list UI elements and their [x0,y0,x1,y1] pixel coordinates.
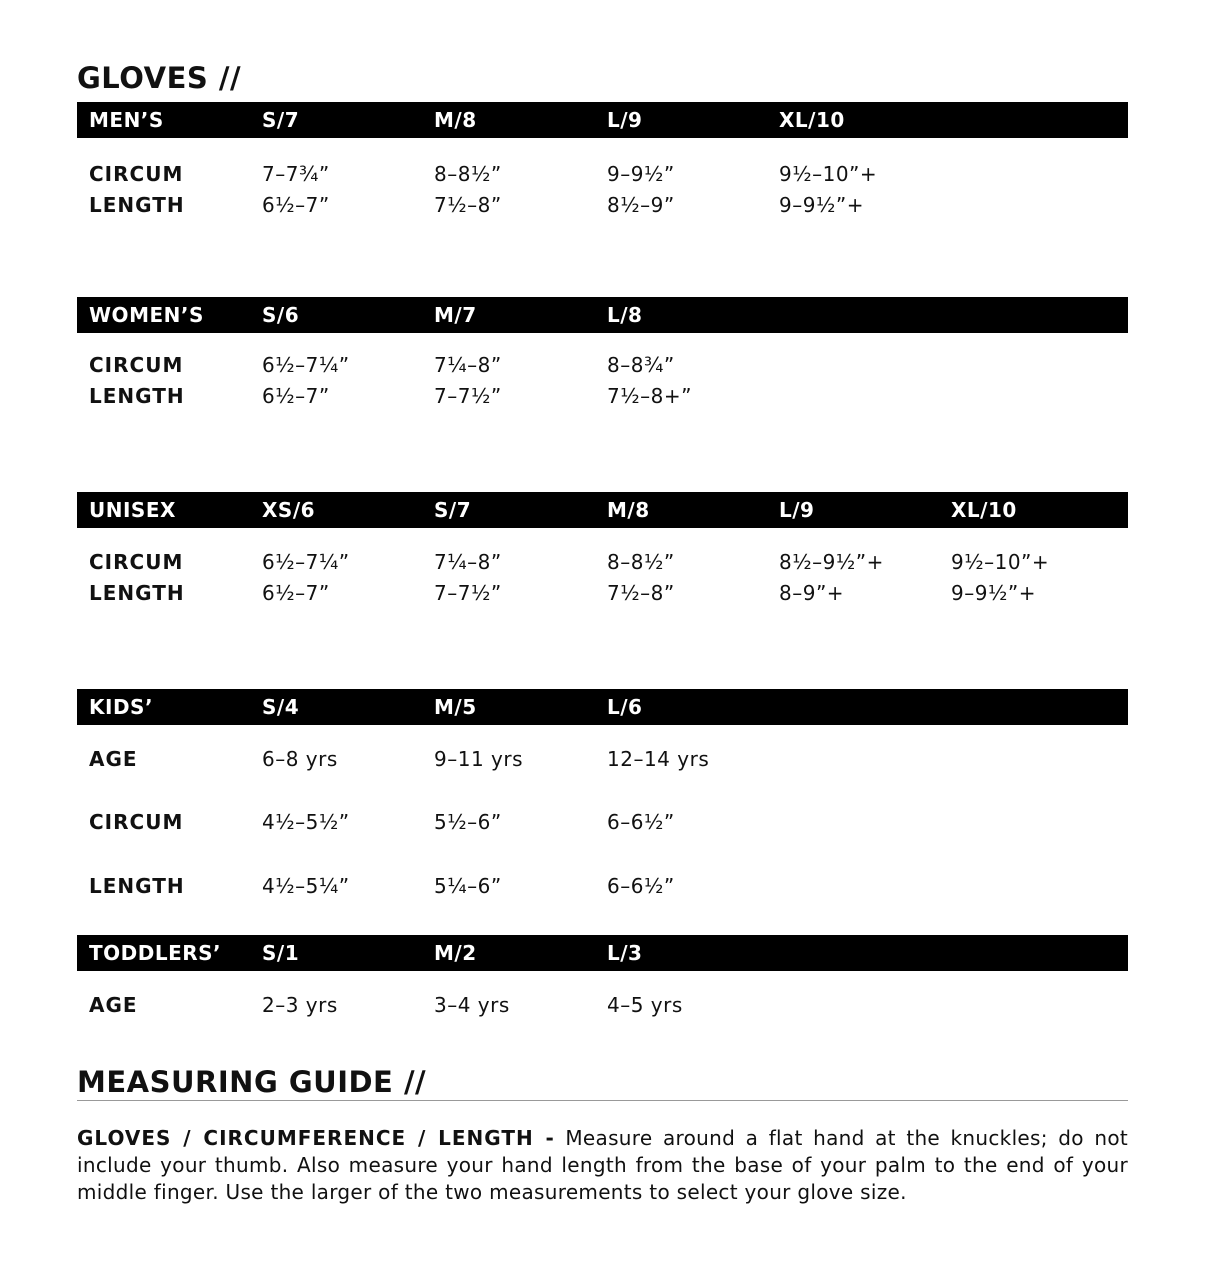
table-cell: 8–9”+ [779,581,845,605]
unisex-size-s: S/7 [434,498,472,522]
kids-age-row [77,744,1128,774]
table-cell: 6–6½” [607,810,675,834]
kids-size-table [77,689,1128,898]
table-cell: 6½–7¼” [262,550,350,574]
table-cell: 2–3 yrs [262,993,338,1017]
row-label: LENGTH [89,193,185,217]
table-cell: 6½–7” [262,384,330,408]
kids-circum-row [77,807,1128,837]
table-cell: 9½–10”+ [779,162,878,186]
kids-size-s: S/4 [262,695,300,719]
kids-category-label: KIDS’ [89,695,154,719]
guide-body: Measure around a flat hand at the knuckles; do not include your thumb. Also measure your hand length from the base of your palm to the end of your middle finger. Use the larger of the two measurements to select your glove size. [77,1126,1128,1204]
kids-length-row [77,871,1128,901]
table-cell: 9–9½” [607,162,675,186]
table-cell: 9–11 yrs [434,747,524,771]
table-cell: 8–8¾” [607,353,675,377]
kids-size-m: M/5 [434,695,477,719]
table-cell: 7½–8+” [607,384,692,408]
kids-header-row [77,689,1128,725]
measuring-guide-text [77,1125,1128,1206]
womens-category-label: WOMEN’S [89,303,204,327]
table-cell: 9½–10”+ [951,550,1050,574]
row-label: CIRCUM [89,353,184,377]
guide-lead: GLOVES / CIRCUMFERENCE / LENGTH - [77,1126,555,1150]
unisex-header-row [77,492,1128,528]
womens-size-l: L/8 [607,303,643,327]
measuring-guide-title: MEASURING GUIDE // [77,1065,427,1099]
table-cell: 7–7¾” [262,162,330,186]
table-cell: 6½–7” [262,581,330,605]
mens-category-label: MEN’S [89,108,164,132]
table-cell: 7½–8” [607,581,675,605]
table-cell: 8–8½” [434,162,502,186]
table-cell: 4½–5½” [262,810,350,834]
toddlers-size-m: M/2 [434,941,477,965]
table-cell: 8½–9” [607,193,675,217]
table-cell: 6–8 yrs [262,747,338,771]
mens-length-row [77,190,1128,220]
unisex-category-label: UNISEX [89,498,176,522]
table-cell: 6½–7” [262,193,330,217]
row-label: CIRCUM [89,810,184,834]
unisex-length-row [77,578,1128,608]
row-label: LENGTH [89,384,185,408]
mens-circum-row [77,159,1128,189]
row-label: AGE [89,993,138,1017]
table-cell: 8½–9½”+ [779,550,884,574]
table-cell: 6½–7¼” [262,353,350,377]
mens-size-s: S/7 [262,108,300,132]
unisex-size-xl: XL/10 [951,498,1017,522]
table-cell: 5½–6” [434,810,502,834]
unisex-size-m: M/8 [607,498,650,522]
kids-size-l: L/6 [607,695,643,719]
toddlers-header-row [77,935,1128,971]
toddlers-size-s: S/1 [262,941,300,965]
table-cell: 7–7½” [434,384,502,408]
table-cell: 9–9½”+ [951,581,1036,605]
table-cell: 7¼–8” [434,353,502,377]
toddlers-category-label: TODDLERS’ [89,941,222,965]
unisex-size-table [77,492,1128,605]
unisex-circum-row [77,547,1128,577]
mens-size-m: M/8 [434,108,477,132]
toddlers-size-table [77,935,1128,1017]
table-cell: 3–4 yrs [434,993,510,1017]
mens-size-xl: XL/10 [779,108,845,132]
row-label: LENGTH [89,581,185,605]
toddlers-age-row [77,990,1128,1020]
toddlers-size-l: L/3 [607,941,643,965]
gloves-title: GLOVES // [77,61,242,95]
table-cell: 5¼–6” [434,874,502,898]
table-cell: 7½–8” [434,193,502,217]
table-cell: 9–9½”+ [779,193,864,217]
row-label: CIRCUM [89,550,184,574]
womens-length-row [77,381,1128,411]
unisex-size-l: L/9 [779,498,815,522]
table-cell: 4½–5¼” [262,874,350,898]
row-label: LENGTH [89,874,185,898]
table-cell: 7–7½” [434,581,502,605]
table-cell: 4–5 yrs [607,993,683,1017]
womens-size-s: S/6 [262,303,300,327]
table-cell: 7¼–8” [434,550,502,574]
womens-size-table [77,297,1128,408]
row-label: AGE [89,747,138,771]
womens-header-row [77,297,1128,333]
guide-divider [77,1100,1128,1101]
womens-size-m: M/7 [434,303,477,327]
unisex-size-xs: XS/6 [262,498,316,522]
table-cell: 8–8½” [607,550,675,574]
row-label: CIRCUM [89,162,184,186]
mens-header-row [77,102,1128,138]
mens-size-table [77,102,1128,217]
mens-size-l: L/9 [607,108,643,132]
womens-circum-row [77,350,1128,380]
table-cell: 12–14 yrs [607,747,710,771]
table-cell: 6–6½” [607,874,675,898]
